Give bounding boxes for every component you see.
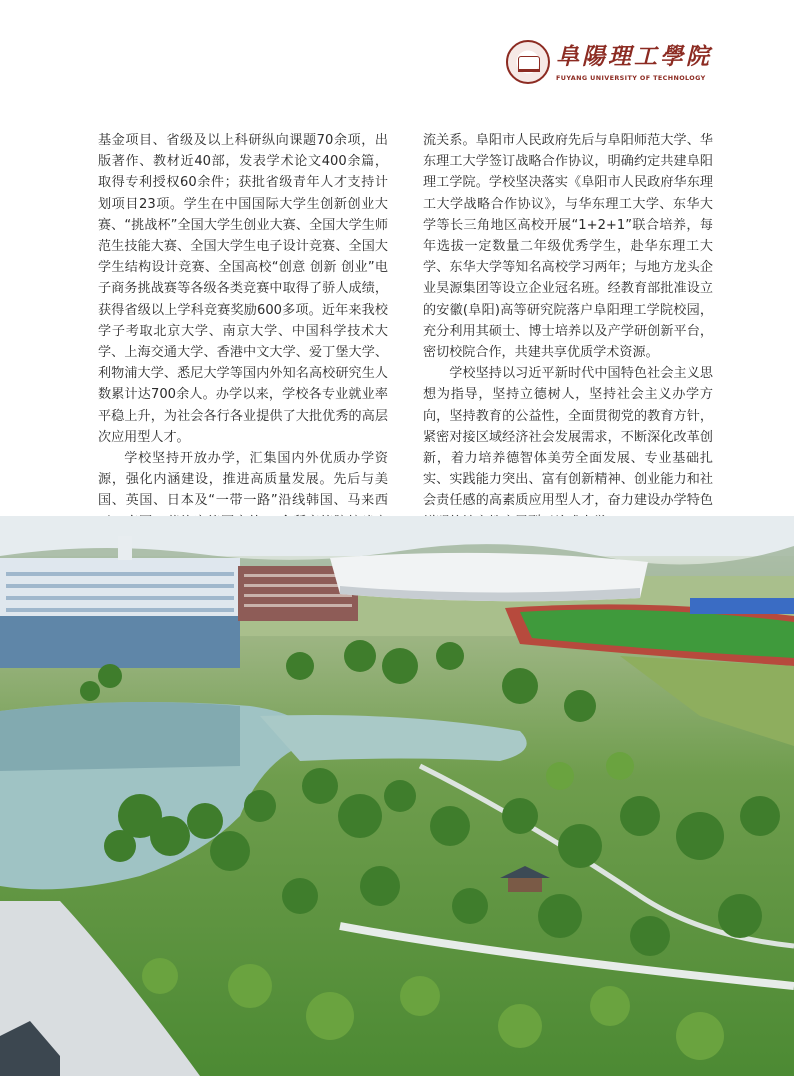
school-name-cn: 阜陽理工學院 — [556, 43, 712, 70]
campus-aerial-photo — [0, 516, 794, 1076]
school-name-en: FUYANG UNIVERSITY OF TECHNOLOGY — [556, 74, 706, 82]
paragraph: 学校坚持开放办学，汇集国内外优质办学资源，强化内涵建设，推进高质量发展。先后与美国、英国、日本及“一带一路”沿线韩国、马来西 — [98, 451, 388, 509]
article-left-column — [98, 130, 388, 554]
school-seal-icon — [506, 40, 550, 84]
paragraph: 流关系。阜阳市人民政府先后与阜阳师范大学、华东理工大学签订战略合作协议，明确约定共建阜阳理工学院。学校坚决落实《阜阳市人民政府华东理工大学战略合作协议》，与华东理工大学、东华大学等长三角地区高校开展“1+2+1”联合培养，每年选拔一定数量二年级优秀学生，赴华东理工大学、东华大学等知名高校学习两年；与地方龙头企业昊源集团等设立企业冠名班。经教育部批准设立的安徽(阜阳)高等研究院落户阜阳理工学院校园，充分利用其硕士、博士培养以及产学研创新平台，密切校院合作，共建共享优质学术资源。 — [423, 133, 713, 361]
paragraph: 学校坚持以习近平新时代中国特色社会主义思想为指导，坚持立德树人，坚持社会主义办学方向，坚持教育的公益性，全面贯彻党的教育方针，紧密对接区域经济社会发展需求，不断深化改革创新，着力培养德智体美劳全面发展、专业基础扎实、实践能力突出、富有创新精神、创业能力和社会责任感的高素质应用型人才，奋力建设办学特色 — [423, 366, 713, 509]
campus-illustration — [0, 516, 794, 1076]
article-right-column — [423, 130, 713, 533]
paragraph: 基金项目、省级及以上科研纵向课题70余项，出版著作、教材近40部，发表学术论文400余篇，取得专利授权60余件；获批省级青年人才支持计划项目23项。学生在中国国际大学生创新创业大赛、“挑战杯”全国大学生创业大赛、全国大学生师范生技能大赛、全国大学生电子设计竞赛、全国大学生结构设计竞赛、全国高校“创意 创新 创业”电子商务挑战赛等各级各类竞赛中取得了骄人成绩，获得省级以上学科竞赛奖励600多项。近年来我校学子考取北京大学、南京大学、中国科学技术大学、上海交通大学、香港中文大学、爱丁堡大学、利物浦大学、悉尼大学等国内外知名高校研究生人数累计达700余人。办学以来，学校各专业就业率平稳上升，为社会各行各业提供了大批优秀的高层次应用型人才。 — [98, 133, 388, 445]
school-logo — [506, 38, 712, 92]
